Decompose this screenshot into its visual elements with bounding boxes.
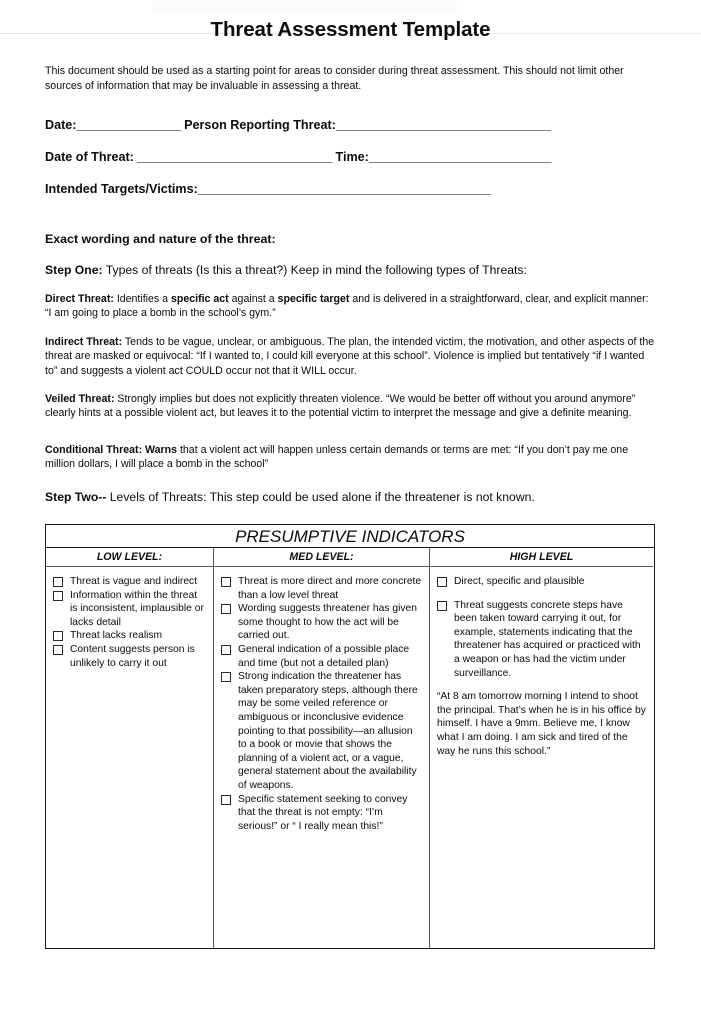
list-item-label: Threat lacks realism [70,630,163,642]
date-of-threat-input-rule[interactable]: ______________________________ [133,150,332,164]
list-item-label: Wording suggests threatener has given some thought to how the act will be carried out. [238,603,417,642]
direct-threat-paragraph [45,292,657,321]
step-one-label: Step One: [45,263,103,277]
column-body-low-level [46,567,213,670]
intended-targets-input-rule[interactable]: _____________________________________________ [197,182,491,196]
step-two-text: Levels of Threats: This step could be used alone if the threatener is not known. [106,490,535,504]
checkbox-icon[interactable] [221,577,231,587]
checkbox-icon[interactable] [221,645,231,655]
exact-wording-heading: Exact wording and nature of the threat: [45,232,276,246]
list-item-label: Specific statement seeking to convey that the threat is not empty: “I’m serious!” or “ I really mean this!” [238,793,408,832]
step-two-line [45,490,535,504]
list-item[interactable] [53,643,207,670]
list-item-label: Threat is vague and indirect [70,576,198,587]
checkbox-icon[interactable] [53,645,63,655]
checkbox-icon[interactable] [221,795,231,805]
veiled-threat-text: Strongly implies but does not explicitly threaten violence. “We would be better off without you around anymore” clearly hints at a possible violent act, but leaves it to the potential victim to interpret the message and give a definite meaning. [45,393,636,420]
date-label: Date: [45,118,77,132]
direct-threat-text-3: and is delivered in a straightforward, clear, and explicit manner: “I am going to place a bomb in the school’s gym.” [45,293,649,320]
table-body [46,548,654,948]
list-item[interactable] [437,599,647,681]
form-row-intended-targets [45,182,490,196]
column-body-med-level [214,567,429,833]
checklist-med-level [221,575,423,833]
veiled-threat-paragraph [45,392,657,421]
scan-artifact-band [152,0,457,14]
conditional-threat-label: Conditional Threat: Warns [45,444,178,456]
step-one-text: Types of threats (Is this a threat?) Keep in mind the following types of Threats: [102,263,527,277]
table-title: PRESUMPTIVE INDICATORS [46,525,654,548]
list-item-label: Strong indication the threatener has taken preparatory steps, although there may be some veiled reference or ambiguous or inconclusive evidence pointing to that possibility—an allusion to a book or movie that shows the planning of a violent act, or a vague, general statement about the availability of weapons. [238,671,418,791]
conditional-threat-paragraph [45,443,657,472]
time-label: Time: [335,150,369,164]
column-body-high-level [430,567,653,758]
list-item-label: Direct, specific and plausible [454,576,585,587]
time-input-rule[interactable]: ____________________________ [368,150,551,164]
form-row-date-person [45,118,551,132]
list-item-label: Threat suggests concrete steps have been taken toward carrying it out, for example, statements indicating that the threatener has acquired or practiced with a weapon or has had the victim under surveillance. [454,599,641,679]
direct-threat-label: Direct Threat: [45,293,114,305]
list-item-label: Threat is more direct and more concrete than a low level threat [238,576,422,601]
list-item[interactable] [53,575,207,589]
list-item[interactable] [437,575,647,589]
direct-threat-emphasis-2: specific target [277,293,350,305]
person-reporting-input-rule[interactable]: _________________________________ [335,118,551,132]
checkbox-icon[interactable] [221,672,231,682]
table-column-low-level [46,548,214,948]
table-column-high-level [430,548,653,948]
list-item-label: Information within the threat is inconsistent, implausible or lacks detail [70,589,204,628]
list-item-label: General indication of a possible place and time (but not a detailed plan) [238,643,410,669]
direct-threat-emphasis-1: specific act [171,293,229,305]
date-of-threat-label: Date of Threat: [45,150,134,164]
page-title: Threat Assessment Template [210,18,491,41]
presumptive-indicators-table [45,524,655,949]
intended-targets-label: Intended Targets/Victims: [45,182,198,196]
list-item-label: Content suggests person is unlikely to carry it out [70,643,195,669]
table-column-med-level [214,548,430,948]
checkbox-icon[interactable] [221,604,231,614]
list-item[interactable] [221,575,423,602]
list-item[interactable] [221,643,423,670]
list-item[interactable] [53,589,207,630]
checklist-low-level [53,575,207,670]
list-item[interactable] [221,793,423,834]
intro-paragraph: This document should be used as a starting point for areas to consider during threat assessment. This should not limit other sources of information that may be invaluable in assessing a threat. [45,65,624,92]
conditional-threat-text: that a violent act will happen unless certain demands or terms are met: “If you don’t pay me one million dollars, I will place a bomb in the school” [45,444,629,471]
veiled-threat-label: Veiled Threat: [45,393,115,405]
checklist-high-level [437,575,647,680]
column-header-high-level: HIGH LEVEL [430,548,653,567]
checkbox-icon[interactable] [53,591,63,601]
checkbox-icon[interactable] [437,601,447,611]
checkbox-icon[interactable] [53,631,63,641]
list-item[interactable] [221,670,423,792]
indirect-threat-label: Indirect Threat: [45,336,123,348]
column-header-med-level: MED LEVEL: [214,548,429,567]
list-item[interactable] [53,629,207,643]
direct-threat-text-1: Identifies a [113,293,171,305]
direct-threat-text-2: against a [228,293,278,305]
high-level-example-quote: “At 8 am tomorrow morning I intend to shoot the principal. That’s when he is in his office by himself. I have a 9mm. Believe me, I know what I am doing. I am sick and tired of the way he runs this school.” [437,691,646,757]
step-two-label: Step Two-- [45,490,107,504]
form-row-dateofthreat-time [45,150,551,164]
indirect-threat-paragraph [45,335,657,378]
checkbox-icon[interactable] [53,577,63,587]
list-item[interactable] [221,602,423,643]
indirect-threat-text: Tends to be vague, unclear, or ambiguous. The plan, the intended victim, the motivation, and other aspects of the threat are masked or equivocal: “If I wanted to, I could kill everyone at this school”. Violence is implied but tentatively “if I wanted to” and suggests a violent act COULD occur not that it WILL occur. [45,336,655,377]
step-one-line [45,263,527,277]
column-header-low-level: LOW LEVEL: [46,548,213,567]
checkbox-icon[interactable] [437,577,447,587]
person-reporting-label: Person Reporting Threat: [184,118,336,132]
date-input-rule[interactable]: ________________ [76,118,181,132]
